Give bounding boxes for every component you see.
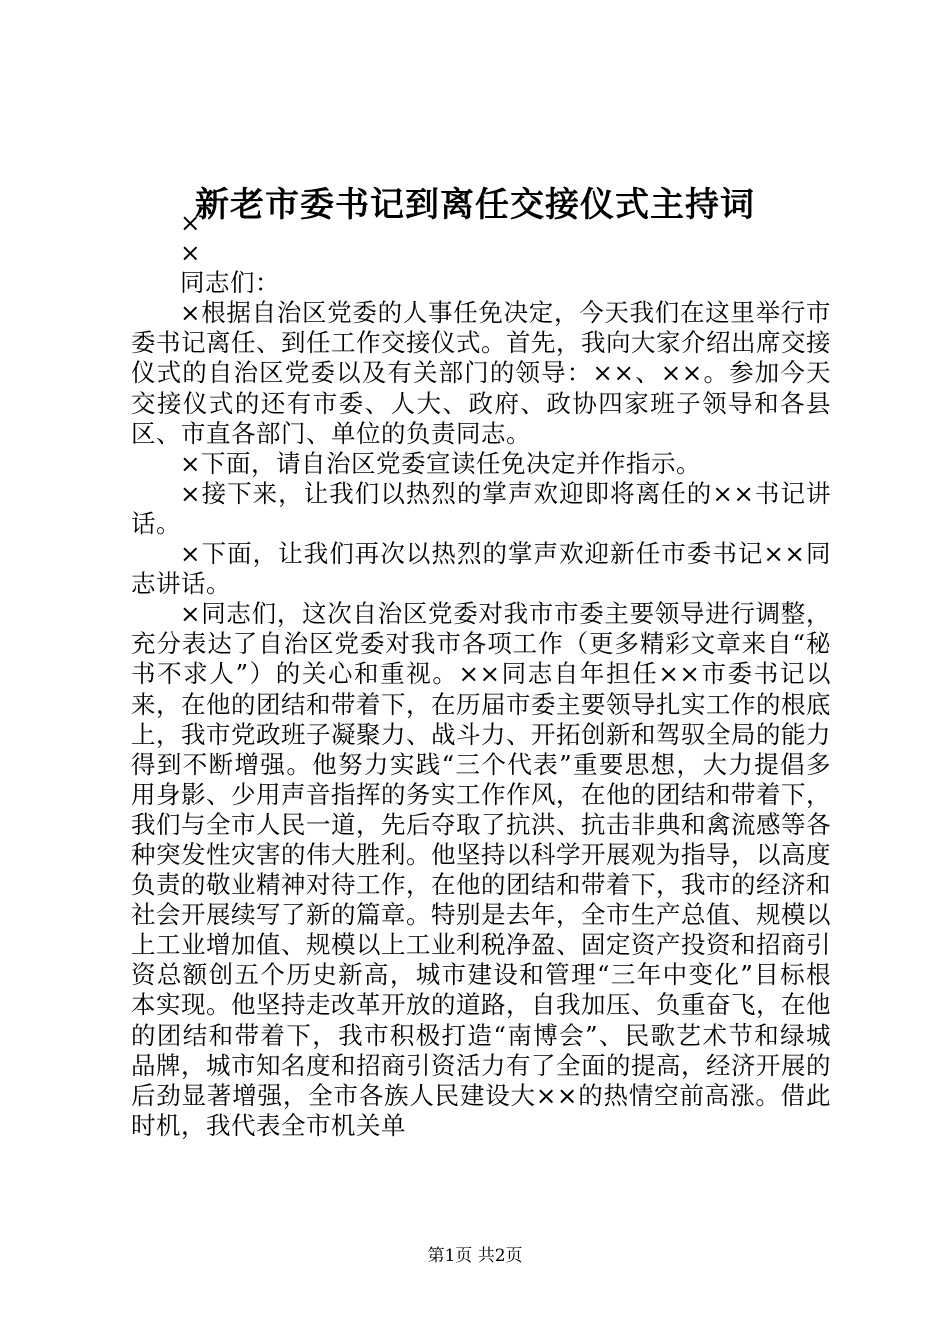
paragraph-placeholder-1: × [180,208,202,237]
page-number-footer: 第1页 共2页 [427,1246,523,1266]
paragraph-outgoing-speech: ×接下来，让我们以热烈的掌声欢迎即将离任的××书记讲话。 [131,478,831,538]
paragraph-summary: ×同志们，这次自治区党委对我市市委主要领导进行调整，充分表达了自治区党委对我市各项工作（更多精彩文章来自“秘书不求人”）的关心和重视。××同志自年担任××市委书记以来，在他的团结和带着下，在历届市委主要领导扎实工作的根底上，我市党政班子凝聚力、战斗力、开拓创新和驾驭全局的能力得到不断增强。他努力实践“三个代表”重要思想，大力提倡多用身影、少用声音指挥的务实工作作风，在他的团结和带着下，我们与全市人民一道，先后夺取了抗洪、抗击非典和禽流感等各种突发性灾害的伟大胜利。他坚持以科学开展观为指导，以高度负责的敬业精神对待工作，在他的团结和带着下，我市的经济和社会开展续写了新的篇章。特别是去年，全市生产总值、规模以上工业增加值、规模以上工业利税净盈、固定资产投资和招商引资总额创五个历史新高，城市建设和管理“三年中变化”目标根本实现。他坚持走改革开放的道路，自我加压、负重奋飞，在他的团结和带着下，我市积极打造“南博会”、民歌艺术节和绿城品牌，城市知名度和招商引资活力有了全面的提高，经济开展的后劲显著增强，全市各族人民建设大××的热情空前高涨。借此时机，我代表全市机关单 [131,599,831,1140]
document-body [131,208,831,1141]
paragraph-introduction: ×根据自治区党委的人事任免决定，今天我们在这里举行市委书记离任、到任工作交接仪式。首先，我向大家介绍出席交接仪式的自治区党委以及有关部门的领导：××、××。参加今天交接仪式的还有市委、人大、政府、政协四家班子领导和各县区、市直各部门、单位的负责同志。 [131,298,831,448]
paragraph-announcement: ×下面，请自治区党委宣读任免决定并作指示。 [180,448,702,478]
paragraph-salutation: 同志们： [180,268,280,298]
paragraph-placeholder-2: × [180,238,202,268]
document-title: 新老市委书记到离任交接仪式主持词 [195,185,755,225]
paragraph-incoming-speech: ×下面，让我们再次以热烈的掌声欢迎新任市委书记××同志讲话。 [131,539,831,599]
